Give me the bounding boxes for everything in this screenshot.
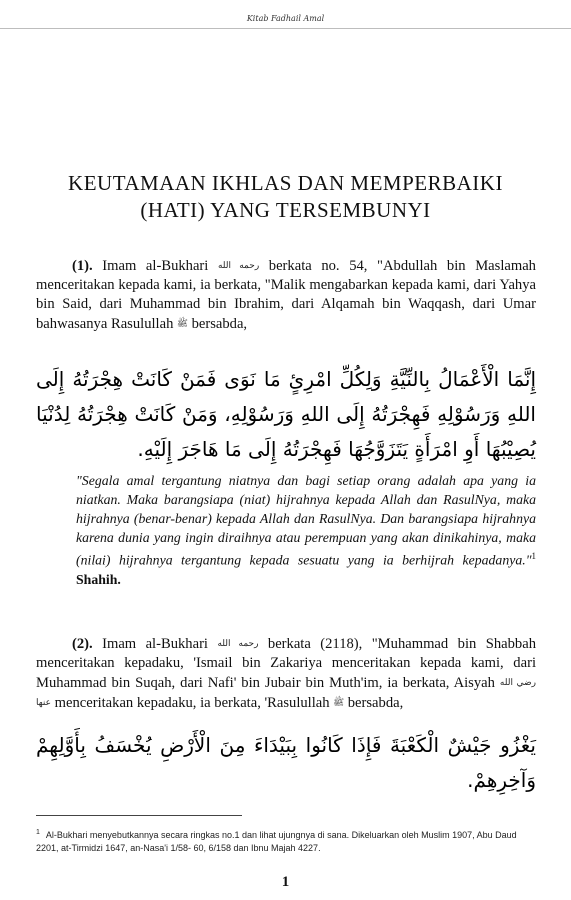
footnote-divider (36, 815, 242, 816)
hadith-1-intro-text-b: berkata no. 54, "Abdullah bin Maslamah menceritakan kepada kami, ia berkata, "Malik mengabarkan kepada kami, dari Yahya bin Said, dari Muhammad bin Ibrahim, dari Alqamah bin Waqqash, dari Umar bahwasanya Rasulullah (36, 258, 536, 332)
honorific-radhiyallahu-anha: رضي الله عنها (36, 677, 536, 707)
footnote (36, 826, 536, 855)
hadith-grade: Shahih. (76, 571, 121, 587)
hadith-2-arabic-text: يَغْزُو جَيْشٌ الْكَعْبَةَ فَإِذَا كَانُوا بِبَيْدَاءَ مِنَ الْأَرْضِ يُخْسَفُ بِأَوَّلِهِمْ وَآخِرِهِمْ. (36, 733, 536, 792)
chapter-title-line-2: (HATI) YANG TERSEMBUNYI (140, 198, 431, 222)
honorific-salallahu-alaihi-wasallam: ﷺ (333, 697, 345, 707)
hadith-1-number: (1). (72, 258, 93, 274)
honorific-rahimahullah: رحمه الله (217, 638, 259, 648)
chapter-title-line-1: KEUTAMAAN IKHLAS DAN MEMPERBAIKI (68, 171, 503, 195)
hadith-2-intro-text-c: menceritakan kepadaku, ia berkata, 'Rasulullah (50, 695, 334, 711)
hadith-2-intro-text-b: berkata (2118), "Muhammad bin Shabbah menceritakan kepadaku, 'Ismail bin Zakariya menceritakan kepada kami, dari Muhammad bin Suqah, dari Nafi' bin Jubair bin Muth'im, ia berkata, Aisyah (36, 636, 536, 691)
footnote-ref: 1 (531, 551, 536, 561)
header-divider (0, 28, 571, 29)
hadith-2-intro (36, 634, 536, 713)
honorific-rahimahullah: رحمه الله (217, 260, 260, 270)
hadith-2-paragraph (36, 634, 536, 713)
footnote-marker: 1 (36, 829, 40, 836)
hadith-1-arabic-text: إِنَّمَا الْأَعْمَالُ بِالنِّيَّةِ وَلِكُلِّ امْرِئٍ مَا نَوَى فَمَنْ كَانَتْ هِجْرَتُهُ إِلَى اللهِ وَرَسُوْلِهِ فَهِجْرَتُهُ إِلَى اللهِ وَرَسُوْلِهِ، وَمَنْ كَانَتْ هِجْرَتُهُ لِدُنْيَا يُصِيْبُهَا أَوِ امْرَأَةٍ يَتَزَوَّجُهَا فَهِجْرَتُهُ إِلَى مَا هَاجَرَ إِلَيْهِ. (36, 367, 536, 461)
chapter-title (40, 170, 531, 224)
hadith-1-translation-text: "Segala amal tergantung niatnya dan bagi setiap orang adalah apa yang ia niatkan. Maka barangsiapa (niat) hijrahnya kepada Allah dan RasulNya, maka hijrahnya (benar-benar) kepada Allah dan RasulNya. Dan barangsiapa hijrahnya karena dunia yang ingin diraihnya atau perempuan yang akan dinikahinya, maka (nilai) hijrahnya tergantung kepada sesuatu yang ia berhijrah kepadanya." (76, 473, 536, 568)
hadith-1-translation (76, 471, 536, 589)
hadith-1-intro-text-c: bersabda, (187, 316, 248, 332)
hadith-1-intro (36, 256, 536, 334)
running-header: Kitab Fadhail Amal (246, 14, 325, 23)
hadith-2-intro-text-a: Imam al-Bukhari (92, 636, 218, 652)
hadith-2-intro-text-d: bersabda, (344, 695, 404, 711)
honorific-salallahu-alaihi-wasallam: ﷺ (177, 318, 188, 328)
hadith-1-paragraph (36, 256, 536, 334)
footnote-text: Al-Bukhari menyebutkannya secara ringkas no.1 dan lihat ujungnya di sana. Dikeluarkan oleh Muslim 1907, Abu Daud 2201, at-Tirmidzi 1647, an-Nasa'i 1/58- 60, 6/158 dan Ibnu Majah 4227. (36, 830, 517, 853)
page-number: 1 (281, 874, 290, 890)
hadith-2-number: (2). (72, 636, 93, 652)
hadith-1-intro-text-a: Imam al-Bukhari (92, 258, 218, 274)
